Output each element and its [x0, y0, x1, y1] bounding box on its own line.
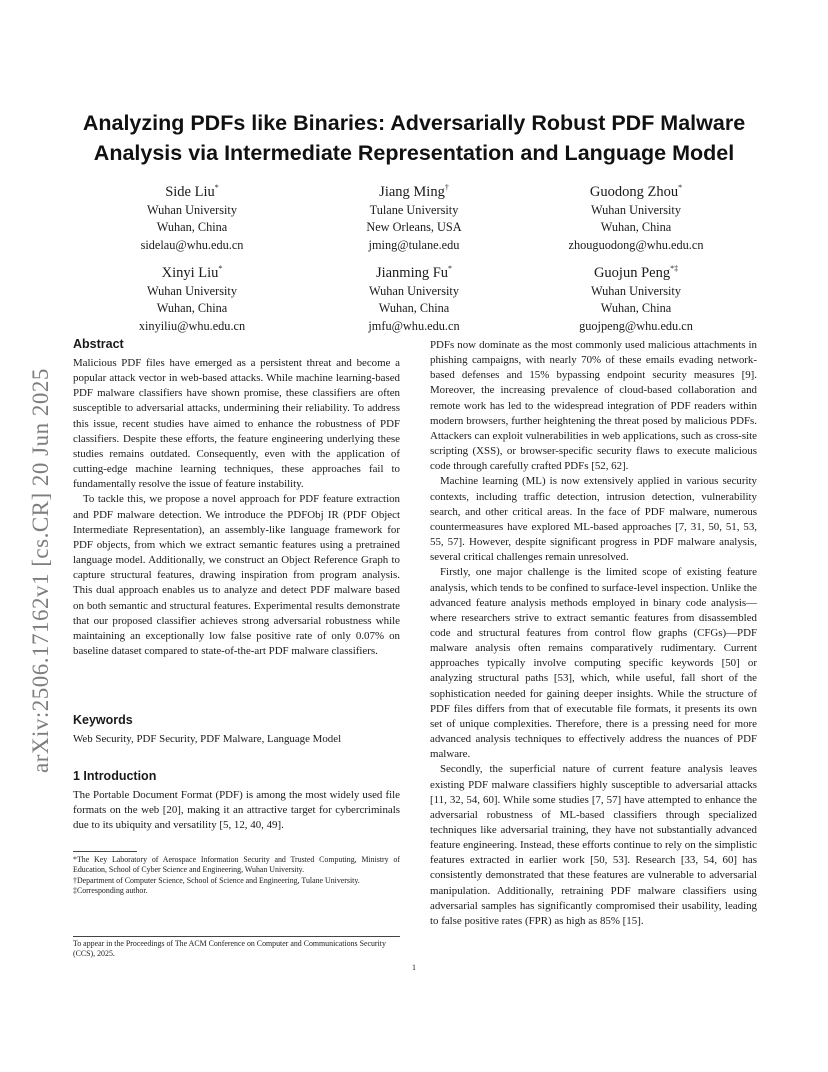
abstract-heading: Abstract	[73, 337, 124, 351]
author-location: Wuhan, China	[156, 220, 228, 235]
author-email: zhouguodong@whu.edu.cn	[568, 237, 704, 252]
author-name: Guojun Peng*‡	[593, 264, 679, 281]
title-line-2: Analysis via Intermediate Representation and Language Model	[93, 141, 735, 165]
body-paragraph: PDFs now dominate as the most commonly used malicious attachments in phishing campaigns, with nearly 70% of these emails evading network-based defenses and 15% bypassing endpoint security measures [9]. Moreover, the increasing prevalence of cloud-based collaboration and remote work has led to the widespread integration of PDF readers within modern browsers, further heightening the threat posed by malicious PDFs. Attackers can exploit vulnerabilities in web applications, such as cross-site scripting (XSS), or browser-specific security flaws to execute malicious code through carefully crafted PDFs [52, 62].	[430, 339, 757, 473]
introduction-heading: 1 Introduction	[73, 769, 157, 783]
author-affiliation: Wuhan University	[146, 202, 237, 217]
keywords-heading: Keywords	[73, 713, 133, 727]
author-affiliation: Wuhan University	[146, 283, 237, 298]
author-block	[92, 178, 292, 254]
author-name: Xinyi Liu*	[161, 264, 223, 281]
arxiv-identifier: arXiv:2506.17162v1 [cs.CR] 20 Jun 2025	[28, 368, 53, 773]
author-block	[92, 259, 292, 335]
body-paragraph: Firstly, one major challenge is the limited scope of existing feature analysis, which tends to be confined to surface-level inspection. Unlike the advanced feature analysis methods employed in binary code analysis—where researchers strive to extract semantic features from disassembled code and structural features from control flow graphs (CFGs)—PDF malware analysis often remains comparatively rudimentary. Current approaches typically involve computing specific keywords [50] or analyzing structural paths [53], which, while useful, fall short of the sophistication needed for gaining deeper insights. While the structure of PDF files differs from that of executable file formats, it presents its own set of unique complexities. Therefore, there is a pressing need for more advanced analysis techniques to effectively address the nuances of PDF malware.	[430, 566, 757, 761]
author-affiliation: Wuhan University	[590, 202, 681, 217]
right-column	[430, 338, 757, 929]
venue-note: To appear in the Proceedings of The ACM Conference on Computer and Communications Security (CCS), 2025.	[73, 939, 386, 959]
author-location: Wuhan, China	[156, 301, 228, 316]
author-email: xinyiliu@whu.edu.cn	[138, 318, 246, 333]
body-paragraph: Secondly, the superficial nature of current feature analysis leaves existing PDF malware classifiers highly susceptible to adversarial attacks [11, 32, 54, 60]. While some studies [7, 57] have attempted to enhance the adversarial robustness of ML-based classifiers through specialized techniques like adversarial training, they have not substantially advanced feature engineering. Instead, these efforts continue to rely on the simplistic features extracted in earlier work [50, 53]. Research [33, 54, 60] has consistently demonstrated that these features are vulnerable to adversarial manipulation. Additionally, retraining PDF malware classifiers using adversarial samples has significantly compromised their usability, leading to false positive rates (FPR) as high as 85% [15].	[430, 763, 757, 927]
author-block	[314, 259, 514, 335]
appear-divider	[73, 936, 400, 937]
paper-title	[60, 108, 768, 168]
footnote: *The Key Laboratory of Aerospace Information Security and Trusted Computing, Ministry of Education, School of Cyber Science and Engineering, Wuhan University.	[73, 855, 400, 875]
footnote: †Department of Computer Science, School of Science and Engineering, Tulane University.	[73, 875, 360, 885]
author-location: Wuhan, China	[378, 301, 450, 316]
author-location: Wuhan, China	[600, 301, 672, 316]
title-line-1: Analyzing PDFs like Binaries: Adversarially Robust PDF Malware	[82, 111, 746, 135]
author-email: jmfu@whu.edu.cn	[368, 318, 460, 333]
author-block	[314, 178, 514, 254]
footnote-divider	[73, 851, 137, 852]
abstract-paragraph: Malicious PDF files have emerged as a persistent threat and become a popular attack vector in web-based attacks. While machine learning-based PDF malware classifiers have shown promise, these classifiers are often susceptible to adversarial attacks, undermining their reliability. To address this issue, recent studies have aimed to enhance the robustness of PDF classifiers. Despite these efforts, the feature engineering underlying these studies remains outdated. Consequently, even with the application of cutting-edge machine learning techniques, these approaches fail to fundamentally resolve the issue of feature instability.	[73, 357, 400, 491]
author-email: sidelau@whu.edu.cn	[140, 237, 244, 252]
introduction-paragraph: The Portable Document Format (PDF) is among the most widely used file formats on the web [20], making it an attractive target for cybercriminals due to its ubiquity and versatility [5, 12, 40, 49].	[73, 789, 400, 832]
author-affiliation: Wuhan University	[368, 283, 459, 298]
author-name: Guodong Zhou*	[589, 183, 683, 200]
body-paragraph: Machine learning (ML) is now extensively applied in various security contexts, including traffic detection, intrusion detection, vulnerability search, and other critical areas. In the face of PDF malware, numerous countermeasures have explored ML-based approaches [7, 31, 50, 51, 53, 55, 57]. However, despite significant progress in PDF malware analysis, several critical challenges remain unresolved.	[430, 475, 757, 564]
author-location: Wuhan, China	[600, 220, 672, 235]
author-name: Jianming Fu*	[375, 264, 453, 281]
author-block	[536, 178, 736, 254]
footnotes	[73, 855, 400, 897]
author-email: jming@tulane.edu	[368, 237, 460, 252]
introduction-section	[73, 768, 400, 833]
author-email: guojpeng@whu.edu.cn	[579, 318, 693, 333]
abstract-paragraph: To tackle this, we propose a novel approach for PDF feature extraction and PDF malware detection. We introduce the PDFObj IR (PDF Object Intermediate Representation), an assembly-like language framework for PDF objects, from which we extract semantic features using a pretrained language model. Additionally, we construct an Object Reference Graph to capture structural features, drawing inspiration from program analysis. This dual approach enables us to analyze and detect PDF malware based on both semantic and structural features. Experimental results demonstrate that our proposed classifier achieves strong adversarial robustness while maintaining an exceptionally low false positive rate of only 0.07% on baseline dataset compared to state-of-the-art PDF malware classifiers.	[73, 493, 400, 657]
author-affiliation: Wuhan University	[590, 283, 681, 298]
footnote: ‡Corresponding author.	[73, 886, 148, 896]
author-name: Side Liu*	[165, 183, 219, 200]
author-block	[536, 259, 736, 335]
abstract-section	[73, 336, 400, 659]
author-name: Jiang Ming†	[379, 183, 449, 200]
page-number: 1	[412, 963, 416, 972]
author-affiliation: Tulane University	[369, 202, 459, 217]
keywords-section	[73, 712, 400, 747]
author-location: New Orleans, USA	[366, 220, 462, 235]
keywords-text: Web Security, PDF Security, PDF Malware, Language Model	[73, 733, 342, 745]
